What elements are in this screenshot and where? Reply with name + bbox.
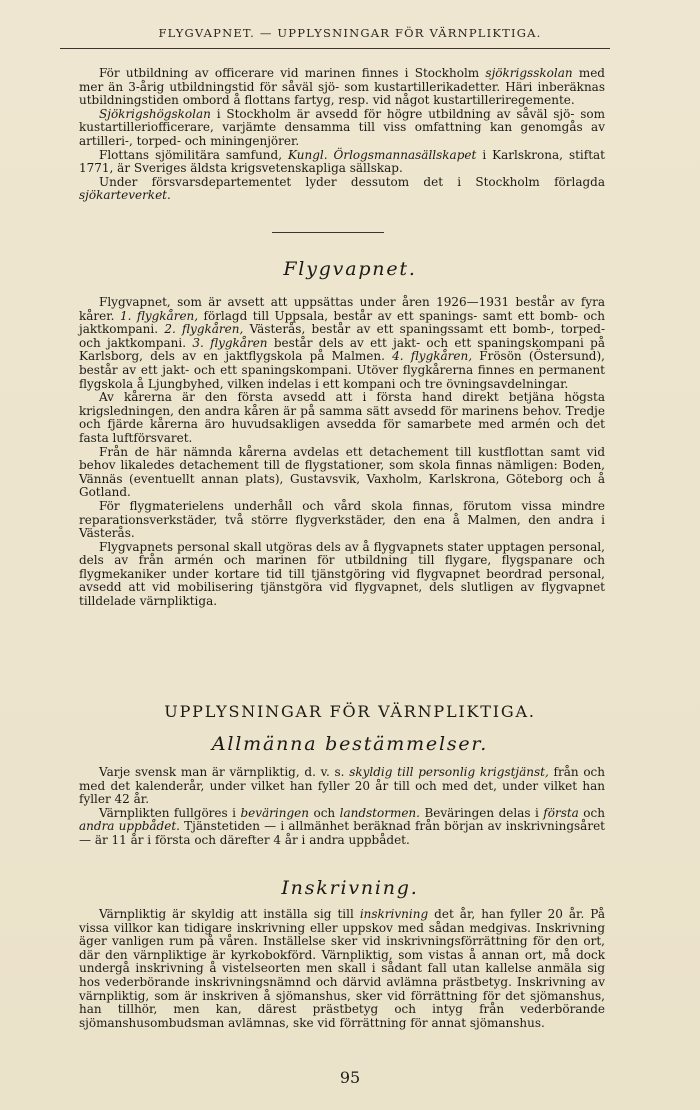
section-heading-allmanna: Allmänna bestämmelser. <box>211 733 489 755</box>
flygvapnet-section <box>79 296 605 609</box>
paragraph: Sjökrigshögskolan i Stockholm är avsedd för högre utbildning av såväl sjö- som kustartilleriofficerare, varjämte densamma till viss omfattning kan genomgås av artilleri-, torped- och miningenjörer. <box>79 106 605 148</box>
running-head: FLYGVAPNET. — UPPLYSNINGAR FÖR VÄRNPLIKTIGA. <box>158 26 542 40</box>
paragraph: För utbildning av officerare vid marinen finnes i Stockholm sjökrigsskolan med mer än 3-årig utbildningstid för såväl sjö- som kustartillerikadetter. Häri inberäknas utbildningstiden ombord å flottans fartyg, resp. vid något kustartilleriregemente. <box>79 66 605 108</box>
paragraph: Flygvapnet, som är avsett att uppsättas under åren 1926—1931 består av fyra kårer. 1. flygkåren, förlagd till Uppsala, består av ett spanings- samt ett bomb- och jaktkompani. 2. flygkåren, Västerås, består av ett spaningssamt ett bomb-, torped- och jaktkompani. 3. flygkåren består dels av ett jakt- och ett spaningskompani på Karlsborg, dels av en jaktflygskola på Malmen. 4. flygkåren, Frösön (Östersund), består av ett jakt- och ett spaningskompani. Utöver flygkårerna finnes en permanent flygskola å Ljungbyhed, vilken indelas i ett kompani och tre övningsavdelningar. <box>79 295 605 391</box>
paragraph: Värnpliktig är skyldig att inställa sig till inskrivning det år, han fyller 20 år. På vissa villkor kan tidigare inskrivning eller uppskov med sådan medgivas. Inskrivning äger vanligen rum på våren. Inställelse sker vid inskrivningsförrättning för den ort, där den värnpliktige är kyrkobokförd. Värnpliktig, som vistas å annan ort, må dock undergå inskrivning å vistelseorten men skall i sådant fall utan kallelse anmäla sig hos vederbörande inskrivningsnämnd och därvid avlämna prästbetyg. Inskrivning av värnpliktig, som är inskriven å sjömanshus, sker vid förrättning för det sjömanshus, han tillhör, men kan, därest prästbetyg och intyg från vederbörande sjömanshusombudsman avlämnas, ske vid förrättning för annat sjömanshus. <box>79 907 605 1030</box>
paragraph: Av kårerna är den första avsedd att i första hand direkt betjäna högsta krigsledningen, den andra kåren är på samma sätt avsedd för marinens behov. Tredje och fjärde kårerna äro huvudsakligen avsedda för samarbete med armén och det fasta luftförsvaret. <box>79 390 605 445</box>
header-rule <box>60 48 610 49</box>
page-number: 95 <box>339 1068 361 1087</box>
allmanna-section <box>79 766 605 848</box>
navy-section <box>79 67 605 203</box>
inskrivning-section <box>79 908 605 1030</box>
paragraph: Värnplikten fullgöres i beväringen och landstormen. Beväringen delas i första och andra uppbådet. Tjänstetiden — i allmänhet beräknad från början av inskrivningsåret — är 11 år i första och därefter 4 år i andra uppbådet. <box>79 805 605 847</box>
section-divider <box>272 232 384 233</box>
section-heading-flygvapnet: Flygvapnet. <box>283 258 417 280</box>
paragraph: Flottans sjömilitära samfund, Kungl. Örlogsmannasällskapet i Karlskrona, stiftat 1771, är Sveriges äldsta krigsvetenskapliga sällskap. <box>79 147 606 176</box>
paragraph: Flygvapnets personal skall utgöras dels av å flygvapnets stater upptagen personal, dels av från armén och marinen för utbildning till flygare, flygspanare och flygmekaniker under kortare tid till tjänstgöring vid flygvapnet beordrad personal, avsedd att vid mobilisering tjänstgöra vid flygvapnet, dels slutligen av flygvapnet tilldelade värnpliktiga. <box>79 539 605 609</box>
chapter-heading-varnpliktiga: UPPLYSNINGAR FÖR VÄRNPLIKTIGA. <box>164 702 536 721</box>
paragraph: Under försvarsdepartementet lyder dessutom det i Stockholm förlagda sjökarteverket. <box>79 174 605 203</box>
paragraph: Varje svensk man är värnpliktig, d. v. s. skyldig till personlig krigstjänst, från och med det kalenderår, under vilket han fyller 20 år till och med det, under vilket han fyller 42 år. <box>79 765 605 807</box>
section-heading-inskrivning: Inskrivning. <box>281 877 419 899</box>
paragraph: För flygmaterielens underhåll och vård skola finnas, förutom vissa mindre reparationsverkstäder, två större flygverkstäder, den ena å Malmen, den andra i Västerås. <box>79 498 605 541</box>
paragraph: Från de här nämnda kårerna avdelas ett detachement till kustflottan samt vid behov likaledes detachement till de flygstationer, som skola finnas nämligen: Boden, Vännäs (eventuellt annan plats), Gustavsvik, Vaxholm, Karlskrona, Göteborg och å Gotland. <box>79 444 605 500</box>
